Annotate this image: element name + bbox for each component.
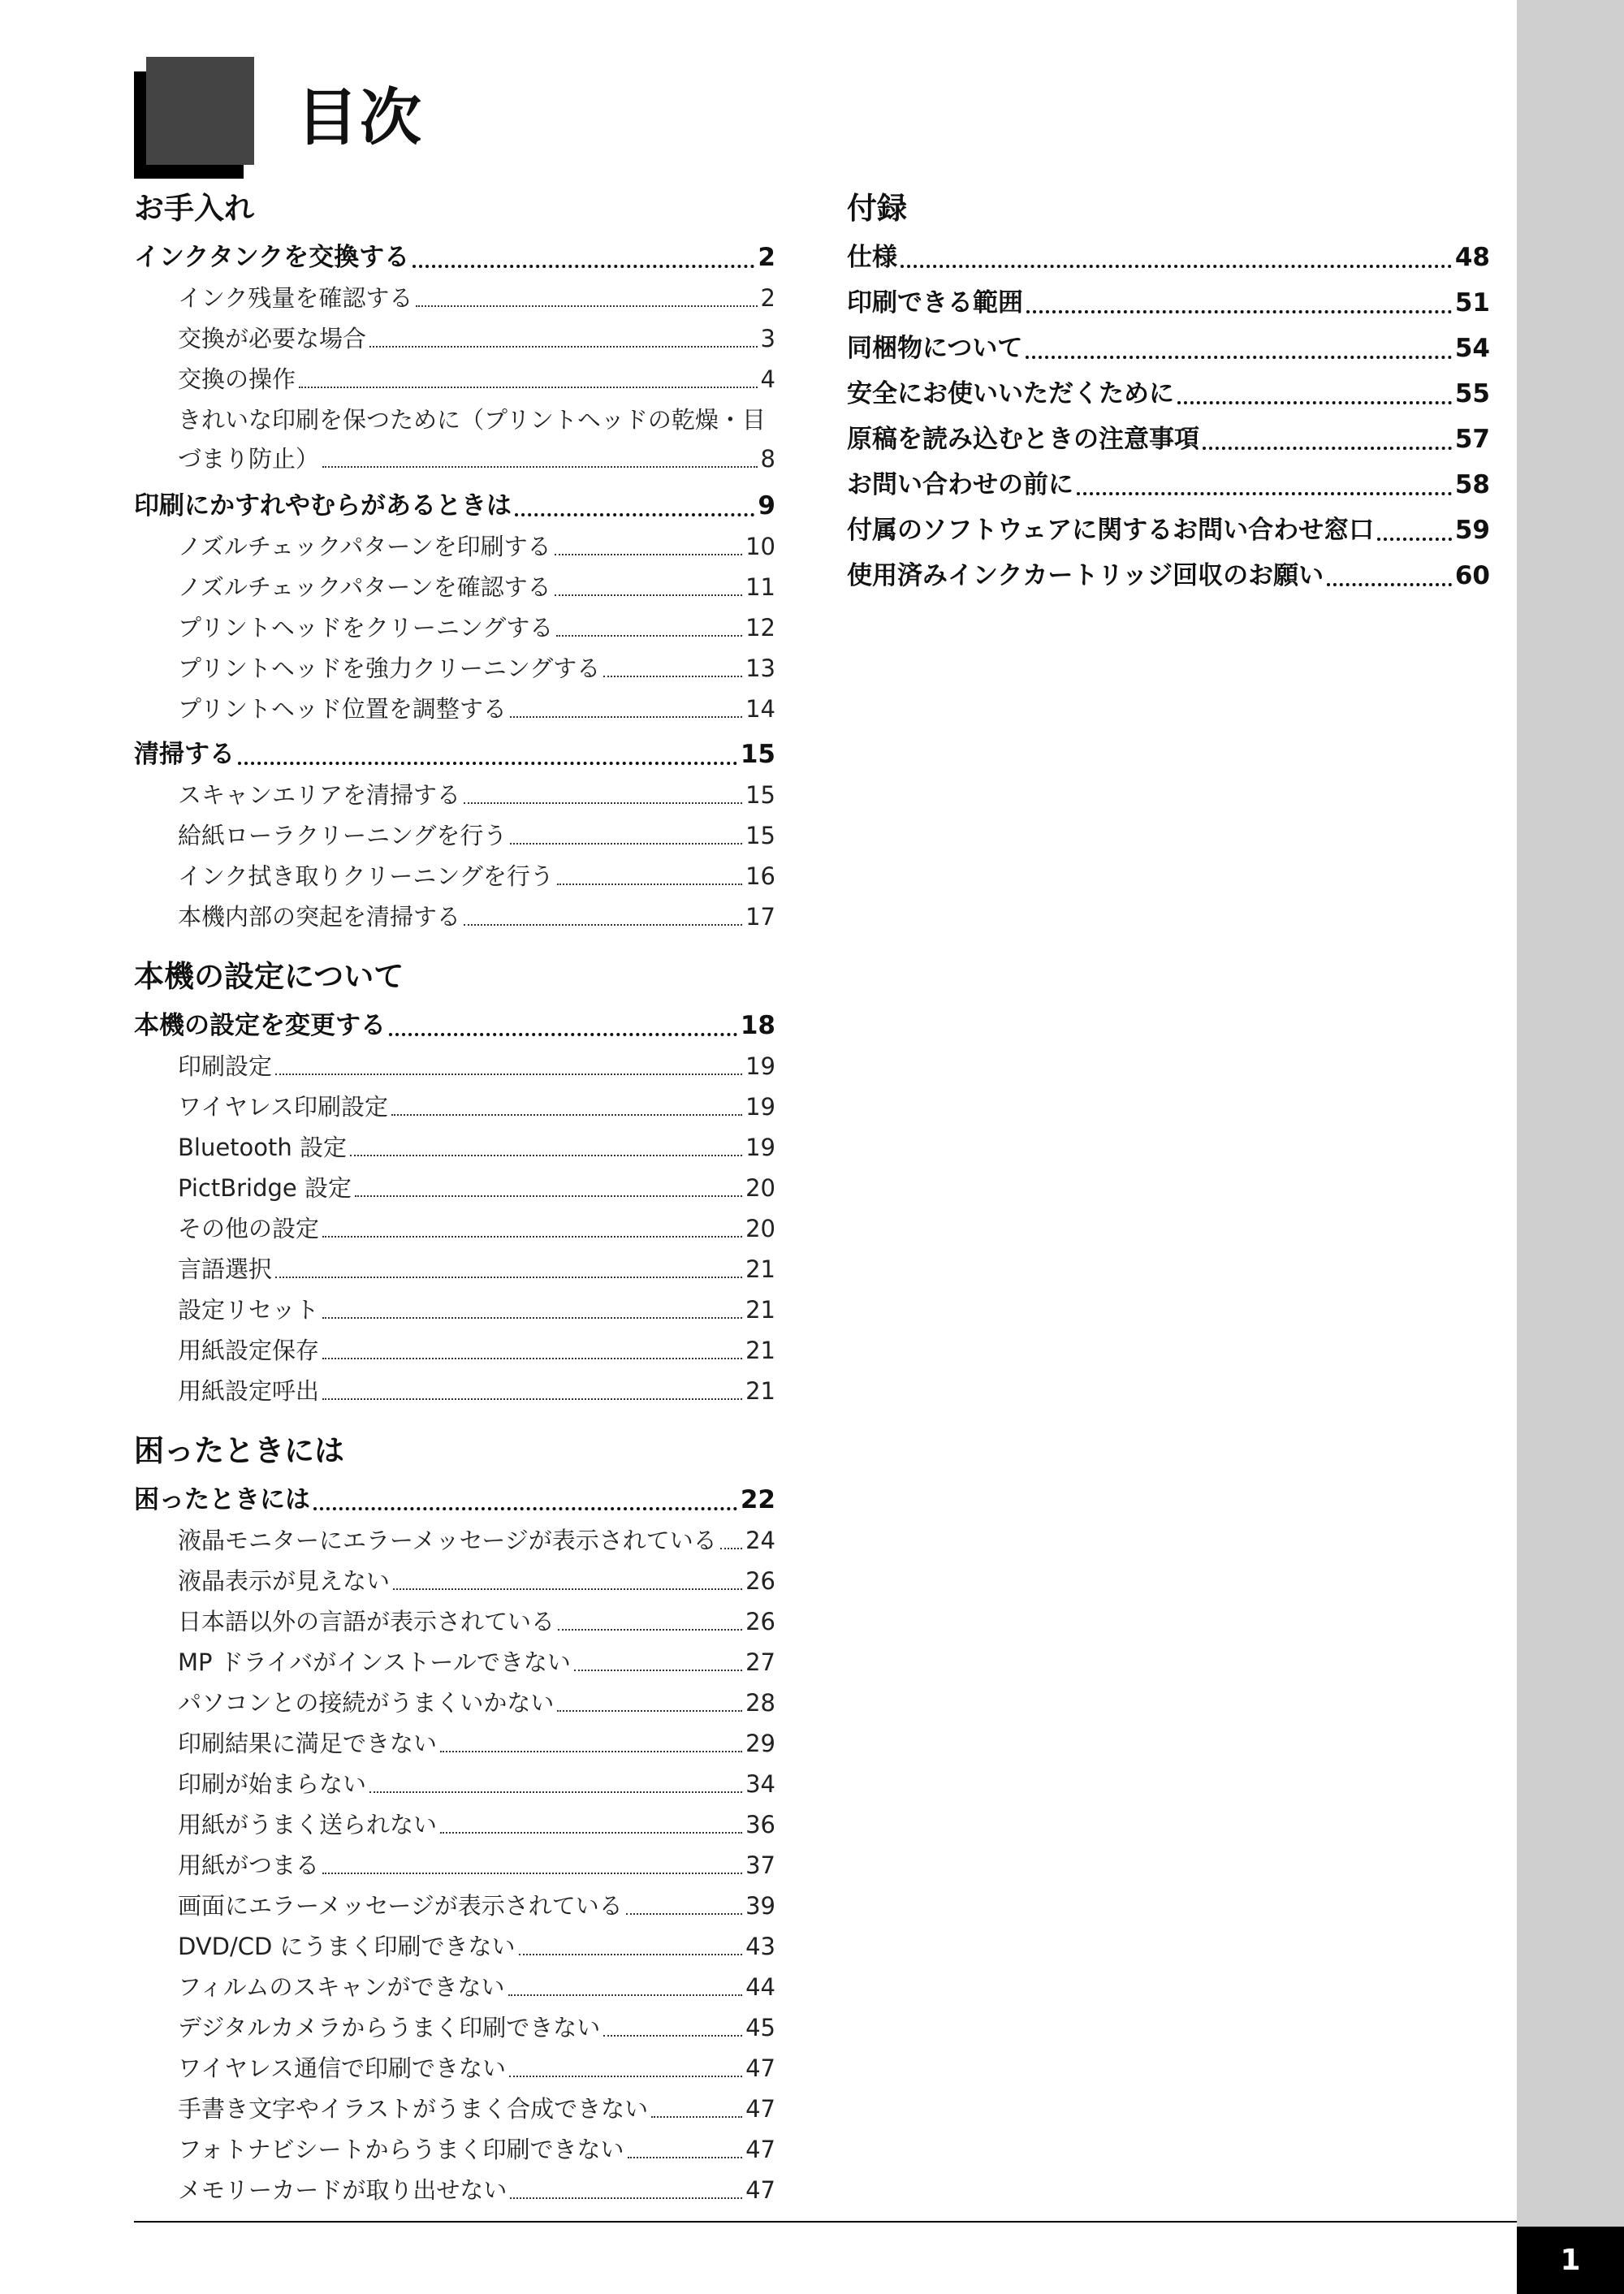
dot-leader bbox=[510, 843, 742, 845]
dot-leader bbox=[464, 802, 742, 804]
toc-entry-title: インクタンクを交換する bbox=[134, 243, 410, 272]
toc-entry-title: 用紙設定保存 bbox=[178, 1337, 320, 1364]
dot-leader bbox=[440, 1751, 742, 1752]
dot-leader bbox=[555, 594, 742, 596]
toc-entry-minor[interactable] bbox=[178, 1845, 775, 1886]
toc-entry-title: インク拭き取りクリーニングを行う bbox=[178, 862, 554, 890]
toc-page-number: 34 bbox=[745, 1770, 775, 1798]
toc-entry-minor[interactable] bbox=[178, 1208, 775, 1249]
section-heading: 本機の設定について bbox=[134, 959, 404, 994]
toc-page-number: 18 bbox=[740, 1011, 775, 1040]
toc-page-number: 51 bbox=[1454, 288, 1490, 318]
toc-entry-major[interactable] bbox=[847, 414, 1490, 460]
toc-page-number: 59 bbox=[1454, 516, 1490, 545]
toc-entry-title: 交換が必要な場合 bbox=[178, 325, 367, 352]
toc-entry-minor[interactable] bbox=[178, 1371, 775, 1411]
toc-entry-title: プリントヘッドを強力クリーニングする bbox=[178, 655, 601, 682]
toc-entry-minor[interactable] bbox=[178, 1168, 775, 1208]
toc-entry-minor[interactable] bbox=[178, 1249, 775, 1290]
toc-entry-minor[interactable] bbox=[178, 2007, 775, 2048]
toc-page-number: 20 bbox=[745, 1174, 775, 1202]
toc-page-number: 45 bbox=[745, 2014, 775, 2041]
dot-leader bbox=[464, 924, 742, 926]
dot-leader bbox=[1377, 538, 1452, 541]
dot-leader bbox=[322, 1236, 742, 1238]
toc-entry-title: 言語選択 bbox=[178, 1255, 273, 1283]
toc-page-number: 15 bbox=[740, 740, 775, 769]
toc-page-number: 2 bbox=[760, 284, 775, 312]
toc-page-number: 47 bbox=[745, 2095, 775, 2123]
toc-entry-title-line2-row bbox=[178, 438, 775, 479]
toc-entry-title: ワイヤレス印刷設定 bbox=[178, 1093, 388, 1121]
toc-entry-title: スキャンエリアを清掃する bbox=[178, 781, 461, 809]
dot-leader bbox=[391, 1114, 742, 1116]
toc-page-number: 27 bbox=[745, 1648, 775, 1676]
dot-leader bbox=[519, 1954, 743, 1955]
toc-entry-title-line1: きれいな印刷を保つために（プリントヘッドの乾燥・目 bbox=[178, 406, 766, 434]
dot-leader bbox=[416, 305, 757, 307]
toc-page-number: 19 bbox=[745, 1134, 775, 1161]
toc-entry-title: ノズルチェックパターンを確認する bbox=[178, 573, 551, 601]
toc-page-number: 8 bbox=[760, 445, 775, 473]
toc-page-number: 3 bbox=[760, 325, 775, 352]
toc-entry-title: 設定リセット bbox=[178, 1296, 319, 1324]
toc-entry-minor-wrapped[interactable] bbox=[178, 400, 775, 481]
toc-page-number: 39 bbox=[745, 1892, 775, 1920]
toc-page-number: 44 bbox=[745, 1973, 775, 2001]
dot-leader bbox=[628, 2157, 743, 2158]
toc-page-number: 60 bbox=[1454, 561, 1490, 590]
toc-page-number: 21 bbox=[745, 1296, 775, 1324]
toc-entry-minor[interactable] bbox=[178, 1330, 775, 1371]
dot-leader bbox=[440, 1832, 742, 1834]
toc-page-number: 57 bbox=[1454, 425, 1490, 454]
toc-entry-title: 画面にエラーメッセージが表示されている bbox=[178, 1892, 623, 1920]
toc-page-number: 29 bbox=[745, 1730, 775, 1757]
dot-leader bbox=[557, 883, 742, 885]
toc-entry-title: 用紙がつまる bbox=[178, 1851, 320, 1879]
toc-page-number: 12 bbox=[745, 614, 775, 642]
dot-leader bbox=[515, 513, 754, 516]
dot-leader bbox=[369, 1791, 742, 1793]
toc-entry-title: インク残量を確認する bbox=[178, 284, 413, 312]
toc-entry-minor[interactable] bbox=[178, 607, 775, 648]
dot-leader bbox=[509, 2076, 742, 2077]
dot-leader bbox=[603, 2035, 742, 2037]
toc-entry-major[interactable] bbox=[847, 323, 1490, 369]
toc-entry-major[interactable] bbox=[134, 1475, 775, 1520]
toc-entry-minor[interactable] bbox=[178, 1601, 775, 1642]
dot-leader bbox=[510, 716, 742, 718]
toc-entry-minor[interactable] bbox=[178, 1804, 775, 1845]
toc-entry-title: 困ったときには bbox=[134, 1485, 310, 1514]
toc-entry-minor[interactable] bbox=[178, 1127, 775, 1168]
toc-entry-title: お問い合わせの前に bbox=[847, 470, 1073, 499]
dot-leader bbox=[1077, 492, 1452, 495]
dot-leader bbox=[574, 1670, 742, 1671]
dot-leader bbox=[275, 1277, 742, 1278]
toc-page-number: 43 bbox=[745, 1933, 775, 1960]
side-margin-band bbox=[1517, 0, 1624, 2294]
toc-page-number: 21 bbox=[745, 1255, 775, 1283]
toc-entry-title: 印刷が始まらない bbox=[178, 1770, 367, 1798]
toc-entry-title: その他の設定 bbox=[178, 1215, 320, 1242]
dot-leader bbox=[1026, 356, 1451, 359]
dot-leader bbox=[322, 1873, 742, 1874]
toc-entry-minor[interactable] bbox=[178, 1520, 775, 1561]
toc-page-number: 26 bbox=[745, 1567, 775, 1595]
toc-entry-minor[interactable] bbox=[178, 526, 775, 567]
toc-page-number: 47 bbox=[745, 2136, 775, 2163]
toc-entry-minor[interactable] bbox=[178, 2129, 775, 2170]
toc-entry-minor[interactable] bbox=[178, 1764, 775, 1804]
toc-entry-minor[interactable] bbox=[178, 278, 775, 318]
toc-entry-title: 液晶モニターにエラーメッセージが表示されている bbox=[178, 1527, 717, 1554]
dot-leader bbox=[322, 1398, 742, 1400]
section-heading: 困ったときには bbox=[134, 1433, 344, 1468]
dot-leader bbox=[350, 1155, 742, 1156]
toc-entry-title: 本機内部の突起を清掃する bbox=[178, 903, 461, 931]
dot-leader bbox=[651, 2116, 742, 2118]
toc-entry-title: 日本語以外の言語が表示されている bbox=[178, 1608, 555, 1635]
dot-leader bbox=[322, 1317, 742, 1319]
toc-entry-major[interactable] bbox=[847, 551, 1490, 596]
toc-entry-title: DVD/CD にうまく印刷できない bbox=[178, 1933, 516, 1960]
toc-entry-title: 印刷にかすれやむらがあるときは bbox=[134, 491, 512, 521]
dot-leader bbox=[1177, 401, 1452, 404]
dot-leader bbox=[313, 1507, 737, 1510]
dot-leader bbox=[1026, 310, 1452, 313]
toc-entry-major[interactable] bbox=[847, 369, 1490, 414]
toc-entry-minor[interactable] bbox=[178, 2048, 775, 2089]
toc-entry-minor[interactable] bbox=[178, 567, 775, 607]
toc-entry-title: 本機の設定を変更する bbox=[134, 1011, 386, 1040]
dot-leader bbox=[558, 1629, 742, 1631]
dot-leader bbox=[556, 635, 742, 637]
dot-leader bbox=[369, 346, 758, 348]
toc-entry-minor[interactable] bbox=[178, 1683, 775, 1723]
toc-entry-title: 交換の操作 bbox=[178, 365, 296, 393]
toc-entry-title: 給紙ローラクリーニングを行う bbox=[178, 822, 508, 849]
dot-leader bbox=[322, 466, 758, 468]
dot-leader bbox=[510, 2197, 742, 2199]
dot-leader bbox=[393, 1588, 742, 1590]
toc-section-troubleshooting bbox=[134, 1428, 775, 2210]
toc-entry-title: Bluetooth 設定 bbox=[178, 1134, 347, 1161]
dot-leader bbox=[322, 1358, 742, 1359]
title-mark-square bbox=[146, 57, 254, 165]
toc-page-number: 36 bbox=[745, 1811, 775, 1838]
toc-entry-title: 印刷できる範囲 bbox=[847, 288, 1023, 318]
toc-page-number: 48 bbox=[1454, 243, 1490, 272]
toc-entry-major[interactable] bbox=[134, 232, 775, 278]
toc-entry-minor[interactable] bbox=[178, 896, 775, 937]
toc-entry-minor[interactable] bbox=[178, 856, 775, 896]
toc-entry-title: 使用済みインクカートリッジ回収のお願い bbox=[847, 561, 1324, 590]
dot-leader bbox=[603, 676, 742, 677]
toc-page-number: 19 bbox=[745, 1052, 775, 1080]
toc-entry-title: メモリーカードが取り出せない bbox=[178, 2176, 508, 2204]
section-heading: 付録 bbox=[847, 191, 907, 226]
toc-page-number: 2 bbox=[758, 243, 775, 272]
toc-entry-minor[interactable] bbox=[178, 775, 775, 815]
toc-page-number: 17 bbox=[745, 903, 775, 931]
toc-right-column bbox=[847, 185, 1490, 596]
toc-entry-minor[interactable] bbox=[178, 1886, 775, 1926]
toc-page-number: 26 bbox=[745, 1608, 775, 1635]
toc-entry-minor[interactable] bbox=[178, 1723, 775, 1764]
toc-page-number: 9 bbox=[758, 491, 775, 521]
toc-entry-minor[interactable] bbox=[178, 1561, 775, 1601]
toc-entry-title: MP ドライバがインストールできない bbox=[178, 1648, 571, 1676]
toc-entry-title: デジタルカメラからうまく印刷できない bbox=[178, 2014, 601, 2041]
toc-entry-title: PictBridge 設定 bbox=[178, 1174, 352, 1202]
toc-entry-minor[interactable] bbox=[178, 1642, 775, 1683]
toc-page-number: 22 bbox=[740, 1485, 775, 1514]
toc-entry-title: 用紙がうまく送られない bbox=[178, 1811, 438, 1838]
dot-leader bbox=[299, 387, 758, 388]
toc-entry-major[interactable] bbox=[134, 481, 775, 526]
toc-entry-title-line2: づまり防止） bbox=[178, 445, 320, 473]
toc-page-number: 28 bbox=[745, 1689, 775, 1717]
toc-section-care bbox=[134, 185, 775, 937]
footer-rule bbox=[134, 2221, 1517, 2223]
toc-entry-major[interactable] bbox=[847, 278, 1490, 323]
toc-left-column bbox=[134, 185, 775, 2210]
toc-page-number: 15 bbox=[745, 781, 775, 809]
toc-entry-minor[interactable] bbox=[178, 815, 775, 856]
toc-entry-minor[interactable] bbox=[178, 1046, 775, 1087]
dot-leader bbox=[412, 265, 754, 268]
toc-page-number: 15 bbox=[745, 822, 775, 849]
toc-entry-minor[interactable] bbox=[178, 359, 775, 400]
toc-page-number: 54 bbox=[1454, 334, 1490, 363]
toc-entry-title: 安全にお使いいただくために bbox=[847, 379, 1174, 408]
toc-entry-title: パソコンとの接続がうまくいかない bbox=[178, 1689, 555, 1717]
toc-entry-title: 原稿を読み込むときの注意事項 bbox=[847, 425, 1199, 454]
toc-entry-title: 清掃する bbox=[134, 740, 235, 769]
toc-page-number: 24 bbox=[745, 1527, 775, 1554]
toc-entry-title: 同梱物について bbox=[847, 334, 1023, 363]
toc-entry-minor[interactable] bbox=[178, 318, 775, 359]
toc-entry-title: ワイヤレス通信で印刷できない bbox=[178, 2054, 506, 2082]
toc-entry-title: 液晶表示が見えない bbox=[178, 1567, 391, 1595]
dot-leader bbox=[720, 1548, 742, 1549]
toc-page-number: 55 bbox=[1454, 379, 1490, 408]
toc-entry-major[interactable] bbox=[847, 460, 1490, 505]
dot-leader bbox=[901, 265, 1452, 268]
toc-entry-minor[interactable] bbox=[178, 1926, 775, 1967]
toc-entry-major[interactable] bbox=[847, 232, 1490, 278]
toc-entry-minor[interactable] bbox=[178, 1967, 775, 2007]
toc-entry-major[interactable] bbox=[134, 1000, 775, 1046]
dot-leader bbox=[557, 1710, 742, 1712]
toc-page-number: 11 bbox=[745, 573, 775, 601]
dot-leader bbox=[275, 1074, 742, 1075]
toc-entry-minor[interactable] bbox=[178, 1290, 775, 1330]
toc-entry-title: 用紙設定呼出 bbox=[178, 1377, 320, 1405]
toc-entry-title: フィルムのスキャンができない bbox=[178, 1973, 505, 2001]
dot-leader bbox=[1327, 583, 1452, 586]
dot-leader bbox=[355, 1195, 742, 1197]
page-number: 1 bbox=[1560, 2244, 1581, 2277]
toc-entry-title: 付属のソフトウェアに関するお問い合わせ窓口 bbox=[847, 516, 1375, 545]
toc-page-number: 13 bbox=[745, 655, 775, 682]
toc-section-settings bbox=[134, 953, 775, 1411]
toc-entry-major[interactable] bbox=[847, 505, 1490, 551]
toc-entry-title: 印刷設定 bbox=[178, 1052, 273, 1080]
toc-entry-minor[interactable] bbox=[178, 1087, 775, 1127]
toc-section-appendix bbox=[847, 185, 1490, 596]
dot-leader bbox=[389, 1033, 737, 1036]
toc-entry-title: フォトナビシートからうまく印刷できない bbox=[178, 2136, 624, 2163]
dot-leader bbox=[1203, 447, 1452, 450]
toc-page-number: 21 bbox=[745, 1337, 775, 1364]
toc-page-number: 47 bbox=[745, 2054, 775, 2082]
toc-page-number: 20 bbox=[745, 1215, 775, 1242]
dot-leader bbox=[508, 1994, 743, 1996]
toc-entry-title: ノズルチェックパターンを印刷する bbox=[178, 533, 551, 560]
page-title: 目次 bbox=[296, 81, 423, 153]
toc-page-number: 21 bbox=[745, 1377, 775, 1405]
toc-entry-title: プリントヘッドをクリーニングする bbox=[178, 614, 554, 642]
toc-entry-minor[interactable] bbox=[178, 689, 775, 729]
toc-entry-title: 手書き文字やイラストがうまく合成できない bbox=[178, 2095, 649, 2123]
dot-leader bbox=[555, 554, 742, 555]
toc-entry-minor[interactable] bbox=[178, 648, 775, 689]
toc-entry-title: 仕様 bbox=[847, 243, 897, 272]
toc-entry-minor[interactable] bbox=[178, 2170, 775, 2210]
dot-leader bbox=[626, 1913, 742, 1915]
toc-page-number: 19 bbox=[745, 1093, 775, 1121]
toc-page-number: 14 bbox=[745, 695, 775, 723]
toc-entry-title: プリントヘッド位置を調整する bbox=[178, 695, 507, 723]
toc-page-number: 16 bbox=[745, 862, 775, 890]
toc-entry-major[interactable] bbox=[134, 729, 775, 775]
toc-entry-title: 印刷結果に満足できない bbox=[178, 1730, 438, 1757]
dot-leader bbox=[238, 762, 737, 765]
section-heading: お手入れ bbox=[134, 191, 254, 226]
toc-page-number: 58 bbox=[1454, 470, 1490, 499]
toc-page-number: 37 bbox=[745, 1851, 775, 1879]
toc-page-number: 10 bbox=[745, 533, 775, 560]
toc-entry-minor[interactable] bbox=[178, 2089, 775, 2129]
toc-page-number: 4 bbox=[760, 365, 775, 393]
toc-page-number: 47 bbox=[745, 2176, 775, 2204]
